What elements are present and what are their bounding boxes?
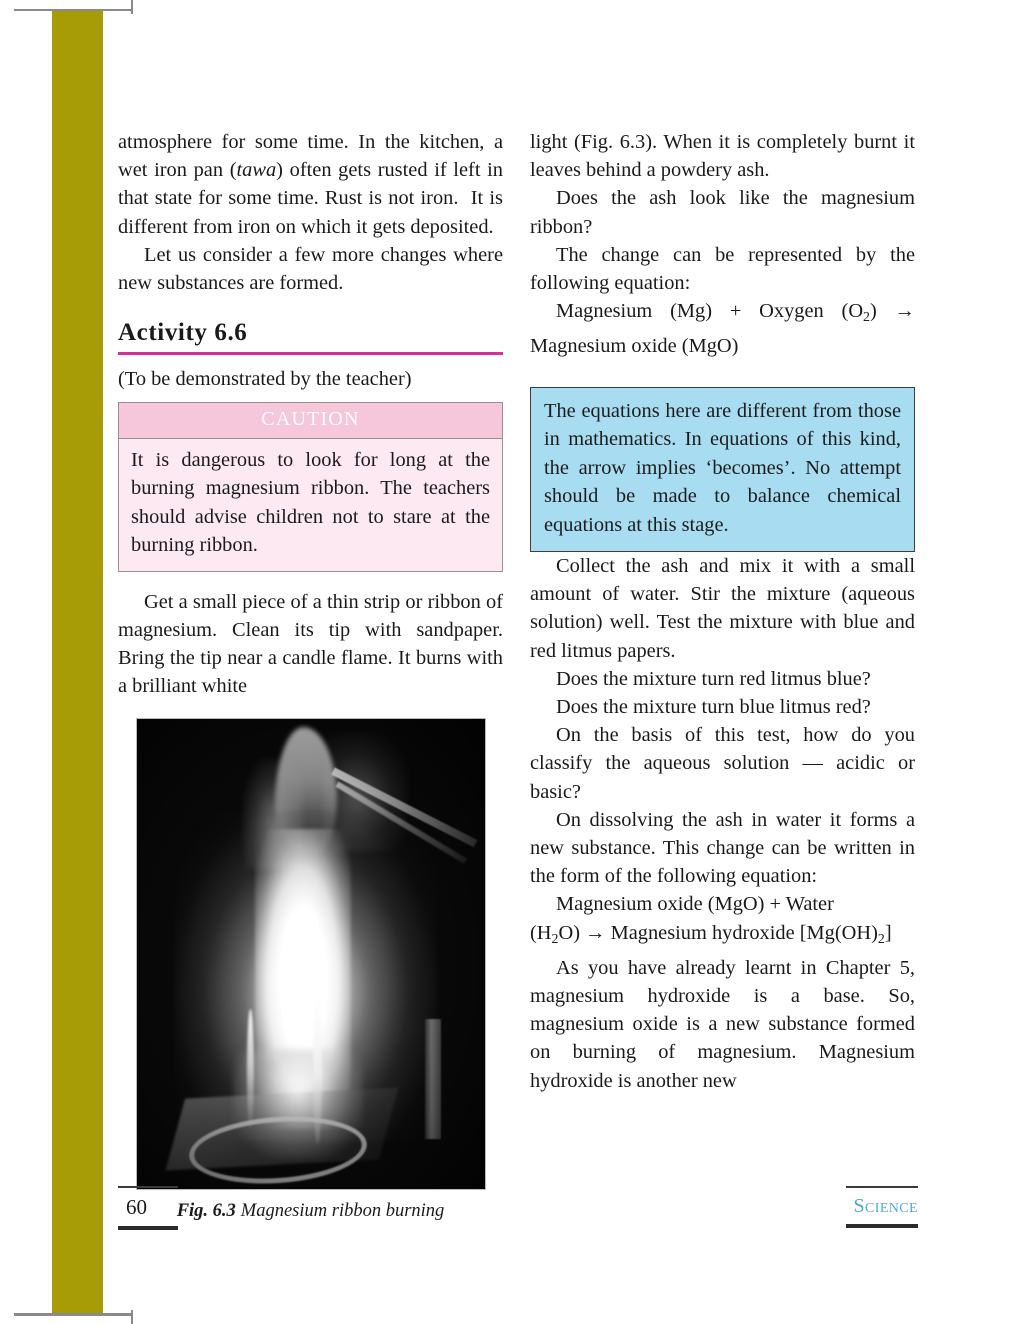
paragraph-get-a-small-piece: Get a small piece of a thin strip or ribbon of magnesium. Clean its tip with sandpaper. Bring the tip near a candle flame. It burns with a brilliant white bbox=[118, 590, 503, 698]
activity-heading-rule bbox=[118, 352, 503, 355]
equation-2-part-a-pre: (H bbox=[530, 921, 552, 944]
equation-1-reactant-2-sub: 2 bbox=[863, 310, 870, 326]
equation-1-reactant-1: Magnesium (Mg) bbox=[556, 300, 712, 323]
page-number: 60 bbox=[126, 1195, 147, 1219]
paragraph-dissolving-ash: On dissolving the ash in water it forms a new substance. This change can be written in the form of the following equation: bbox=[530, 808, 915, 888]
equation-2-part-b-post: ] bbox=[884, 921, 892, 944]
activity-block bbox=[118, 319, 503, 572]
equation-2-part-b: Magnesium hydroxide [Mg(OH) bbox=[605, 921, 878, 944]
equation-2-part-b-sub: 2 bbox=[877, 931, 885, 947]
caution-box-title: CAUTION bbox=[119, 403, 502, 439]
paragraph-red-litmus-blue: Does the mixture turn red litmus blue? bbox=[556, 667, 871, 690]
activity-heading: Activity 6.6 bbox=[118, 319, 248, 347]
paragraph-blue-litmus-red: Does the mixture turn blue litmus red? bbox=[556, 696, 871, 719]
equation-magnesium-oxide-water bbox=[530, 890, 915, 953]
footer-page-number-group bbox=[118, 1186, 178, 1230]
paragraph-let-us-consider: Let us consider a few more changes where new substances are formed. bbox=[118, 243, 503, 295]
figure-label: Fig. 6.3 bbox=[176, 1200, 236, 1221]
figure-6-3 bbox=[118, 718, 503, 1222]
equation-1-plus: + bbox=[729, 300, 742, 323]
paragraph-as-you-have-learnt: As you have already learnt in Chapter 5, magnesium hydroxide is a base. So, magnesium oxide is a new substance formed on burning of magnesium. Magnesium hydroxide is another new bbox=[530, 956, 915, 1092]
equation-2-line-1: Magnesium oxide (MgO) + Water bbox=[556, 893, 834, 916]
activity-subtitle: (To be demonstrated by the teacher) bbox=[118, 367, 412, 390]
paragraph-collect-ash: Collect the ash and mix it with a small amount of water. Stir the mixture (aqueous solution) well. Test the mixture with blue and red litmus papers. bbox=[530, 555, 915, 662]
left-column bbox=[118, 128, 503, 1222]
caution-box bbox=[118, 402, 503, 572]
paragraph-change-represented: The change can be represented by the following equation: bbox=[530, 243, 915, 295]
page-footer bbox=[118, 1186, 918, 1244]
photo-vignette bbox=[137, 719, 485, 1189]
paragraph-atmosphere bbox=[118, 128, 503, 241]
footer-left-rule-bottom bbox=[118, 1226, 178, 1230]
equation-1-arrow: → bbox=[894, 300, 915, 323]
note-box-equations: The equations here are different from those in mathematics. In equations of this kind, the arrow implies ‘becomes’. No attempt should be made to balance chemical equations at this stage. bbox=[530, 387, 915, 553]
equation-magnesium-oxygen bbox=[530, 297, 915, 360]
equation-1-reactant-2-pre: Oxygen (O bbox=[759, 300, 864, 323]
book-name: Science bbox=[853, 1195, 918, 1217]
equation-2-arrow: → bbox=[585, 921, 606, 944]
paragraph-does-ash-look: Does the ash look like the magnesium ribbon? bbox=[530, 187, 915, 238]
caution-box-text: It is dangerous to look for long at the burning magnesium ribbon. The teachers should advise children not to stare at the burning ribbon. bbox=[119, 439, 502, 571]
equation-2-part-a-post: O) bbox=[558, 921, 586, 944]
figure-caption-text: Magnesium ribbon burning bbox=[240, 1200, 445, 1221]
footer-right-rule-bottom bbox=[846, 1224, 918, 1228]
magnesium-ribbon-photo bbox=[136, 718, 486, 1190]
paragraph-atmosphere-text: atmosphere for some time. In the kitchen, a wet iron pan (tawa) often gets rusted if left in that state for some time. Rust is not iron. It is different from iron on which it gets deposited. bbox=[118, 131, 504, 238]
equation-2-part-a-sub: 2 bbox=[551, 931, 559, 947]
paragraph-light-fig: light (Fig. 6.3). When it is completely burnt it leaves behind a powdery ash. bbox=[530, 131, 915, 182]
paragraph-classify-solution: On the basis of this test, how do you classify the aqueous solution — acidic or basic? bbox=[530, 724, 915, 803]
equation-1-reactant-2-post: ) bbox=[869, 300, 877, 323]
footer-book-name-group bbox=[846, 1186, 918, 1228]
equation-1-product: Magnesium oxide (MgO) bbox=[530, 335, 739, 358]
right-column bbox=[530, 128, 915, 1095]
